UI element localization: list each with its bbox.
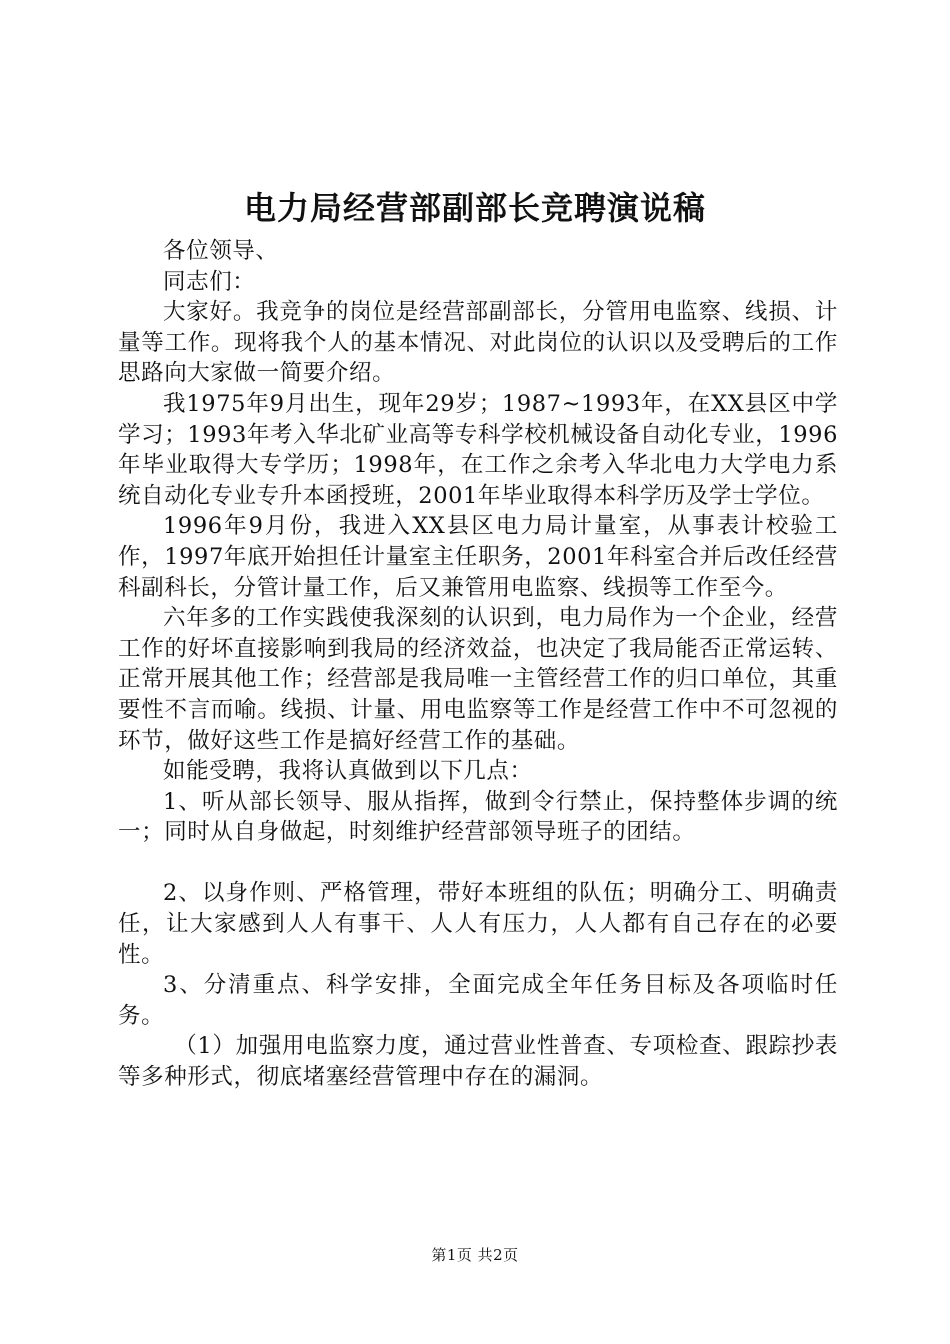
list-item: 2、以身作则、严格管理，带好本班组的队伍；明确分工、明确责任，让大家感到人人有事干、人人有压力，人人都有自己存在的必要性。 (118, 880, 838, 968)
body-paragraph: 1996年9月份，我进入XX县区电力局计量室，从事表计校验工作，1997年底开始担任计量室主任职务，2001年科室合并后改任经营科副科长，分管计量工作，后又兼管用电监察、线损等工作至今。 (118, 513, 838, 601)
document-body (118, 236, 838, 1093)
body-paragraph: 我1975年9月出生，现年29岁；1987~1993年，在XX县区中学学习；1993年考入华北矿业高等专科学校机械设备自动化专业，1996年毕业取得大专学历；1998年，在工作之余考入华北电力大学电力系统自动化专业专升本函授班，2001年毕业取得本科学历及学士学位。 (118, 390, 838, 509)
salutation-line: 同志们： (163, 268, 256, 295)
body-paragraph: 如能受聘，我将认真做到以下几点： (163, 758, 533, 785)
salutation-line: 各位领导、 (163, 238, 279, 264)
list-item: 1、听从部长领导、服从指挥，做到令行禁止，保持整体步调的统一；同时从自身做起，时刻维护经营部领导班子的团结。 (118, 788, 838, 846)
body-paragraph: 六年多的工作实践使我深刻的认识到，电力局作为一个企业，经营工作的好坏直接影响到我局的经济效益，也决定了我局能否正常运转、正常开展其他工作；经营部是我局唯一主管经营工作的归口单位，其重要性不言而喻。线损、计量、用电监察等工作是经营工作中不可忽视的环节，做好这些工作是搞好经营工作的基础。 (118, 605, 838, 754)
page-number: 第1页 共2页 (431, 1246, 519, 1264)
document-title: 电力局经营部副部长竞聘演说稿 (243, 189, 706, 227)
list-item: 3、分清重点、科学安排，全面完成全年任务目标及各项临时任务。 (118, 972, 838, 1029)
sub-list-item: （1）加强用电监察力度，通过营业性普查、专项检查、跟踪抄表等多种形式，彻底堵塞经营管理中存在的漏洞。 (118, 1033, 838, 1091)
body-paragraph: 大家好。我竞争的岗位是经营部副部长，分管用电监察、线损、计量等工作。现将我个人的基本情况、对此岗位的认识以及受聘后的工作思路向大家做一简要介绍。 (118, 299, 838, 387)
